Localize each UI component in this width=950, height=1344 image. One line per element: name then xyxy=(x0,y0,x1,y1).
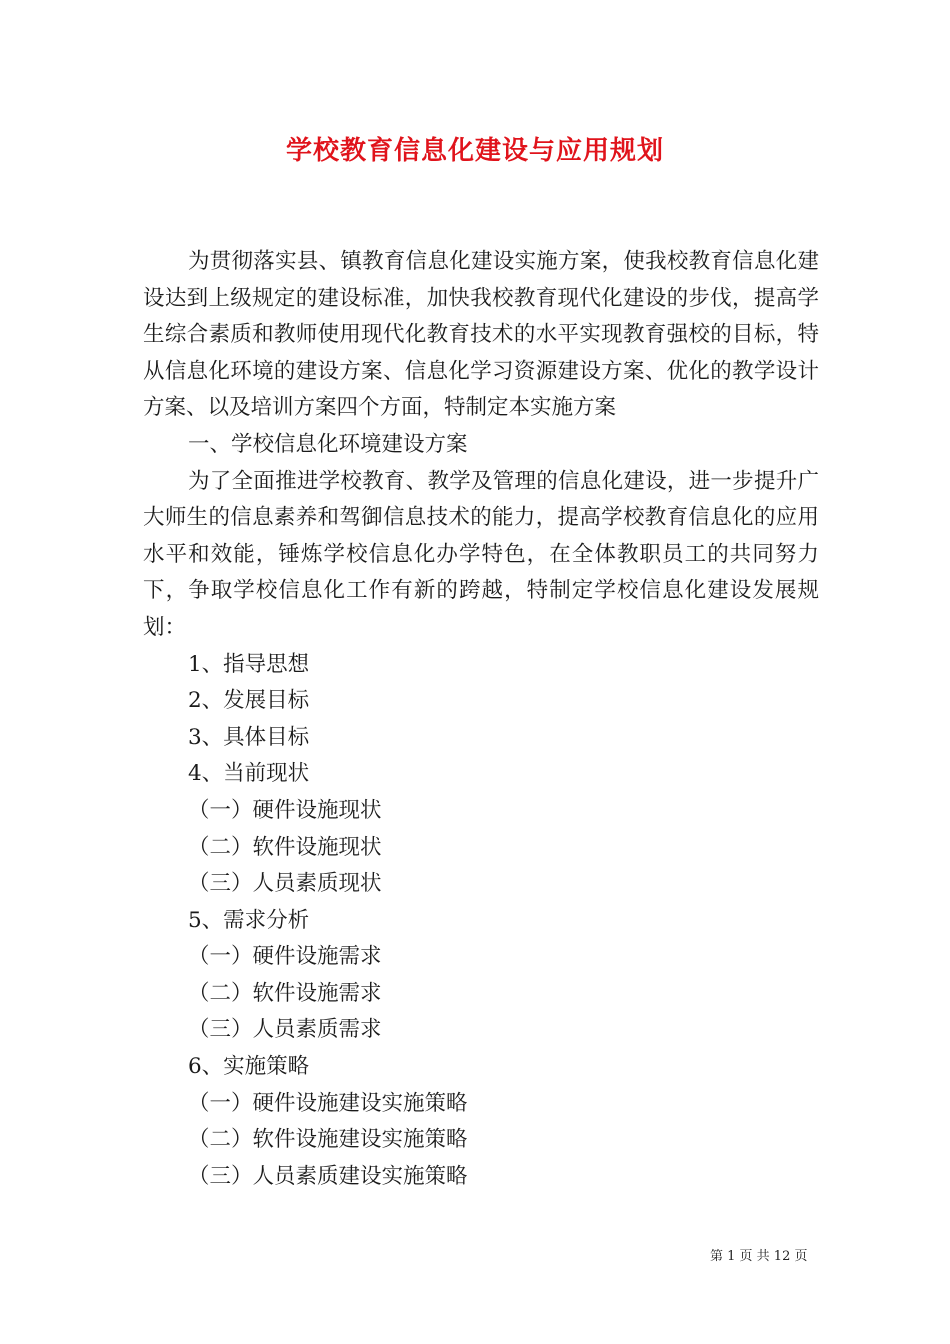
outline-subitem: （二）软件设施需求 xyxy=(188,980,382,1006)
outline-item: 4、当前现状 xyxy=(188,761,310,787)
outline-item: 6、实施策略 xyxy=(188,1054,310,1080)
section-paragraph: 为了全面推进学校教育、教学及管理的信息化建设，进一步提升广大师生的信息素养和驾御信息技术的能力，提高学校教育信息化的应用水平和效能，锤炼学校信息化办学特色，在全体教职员工的共同努力下，争取学校信息化工作有新的跨越，特制定学校信息化建设发展规划： xyxy=(143,468,819,640)
outline-subitem: （二）软件设施现状 xyxy=(188,834,382,860)
outline-subitem: （三）人员素质建设实施策略 xyxy=(188,1163,468,1189)
outline-subitem: （一）硬件设施现状 xyxy=(188,797,382,823)
outline-item: 5、需求分析 xyxy=(188,907,310,933)
document-title: 学校教育信息化建设与应用规划 xyxy=(285,136,664,166)
section-heading: 一、学校信息化环境建设方案 xyxy=(188,431,468,457)
page-number-footer: 第 1 页 共 12 页 xyxy=(710,1249,808,1264)
intro-paragraph: 为贯彻落实县、镇教育信息化建设实施方案，使我校教育信息化建设达到上级规定的建设标准，加快我校教育现代化建设的步伐，提高学生综合素质和教师使用现代化教育技术的水平实现教育强校的目标，特从信息化环境的建设方案、信息化学习资源建设方案、优化的教学设计方案、以及培训方案四个方面，特制定本实施方案 xyxy=(143,249,819,421)
outline-item: 2、发展目标 xyxy=(188,688,310,714)
document-body xyxy=(143,244,819,1195)
outline-subitem: （二）软件设施建设实施策略 xyxy=(188,1127,468,1153)
outline-subitem: （三）人员素质需求 xyxy=(188,1017,382,1043)
outline-subitem: （一）硬件设施需求 xyxy=(188,944,382,970)
outline-subitem: （一）硬件设施建设实施策略 xyxy=(188,1090,468,1116)
outline-item: 3、具体目标 xyxy=(188,724,310,750)
outline-item: 1、指导思想 xyxy=(188,651,310,677)
outline-subitem: （三）人员素质现状 xyxy=(188,871,382,897)
